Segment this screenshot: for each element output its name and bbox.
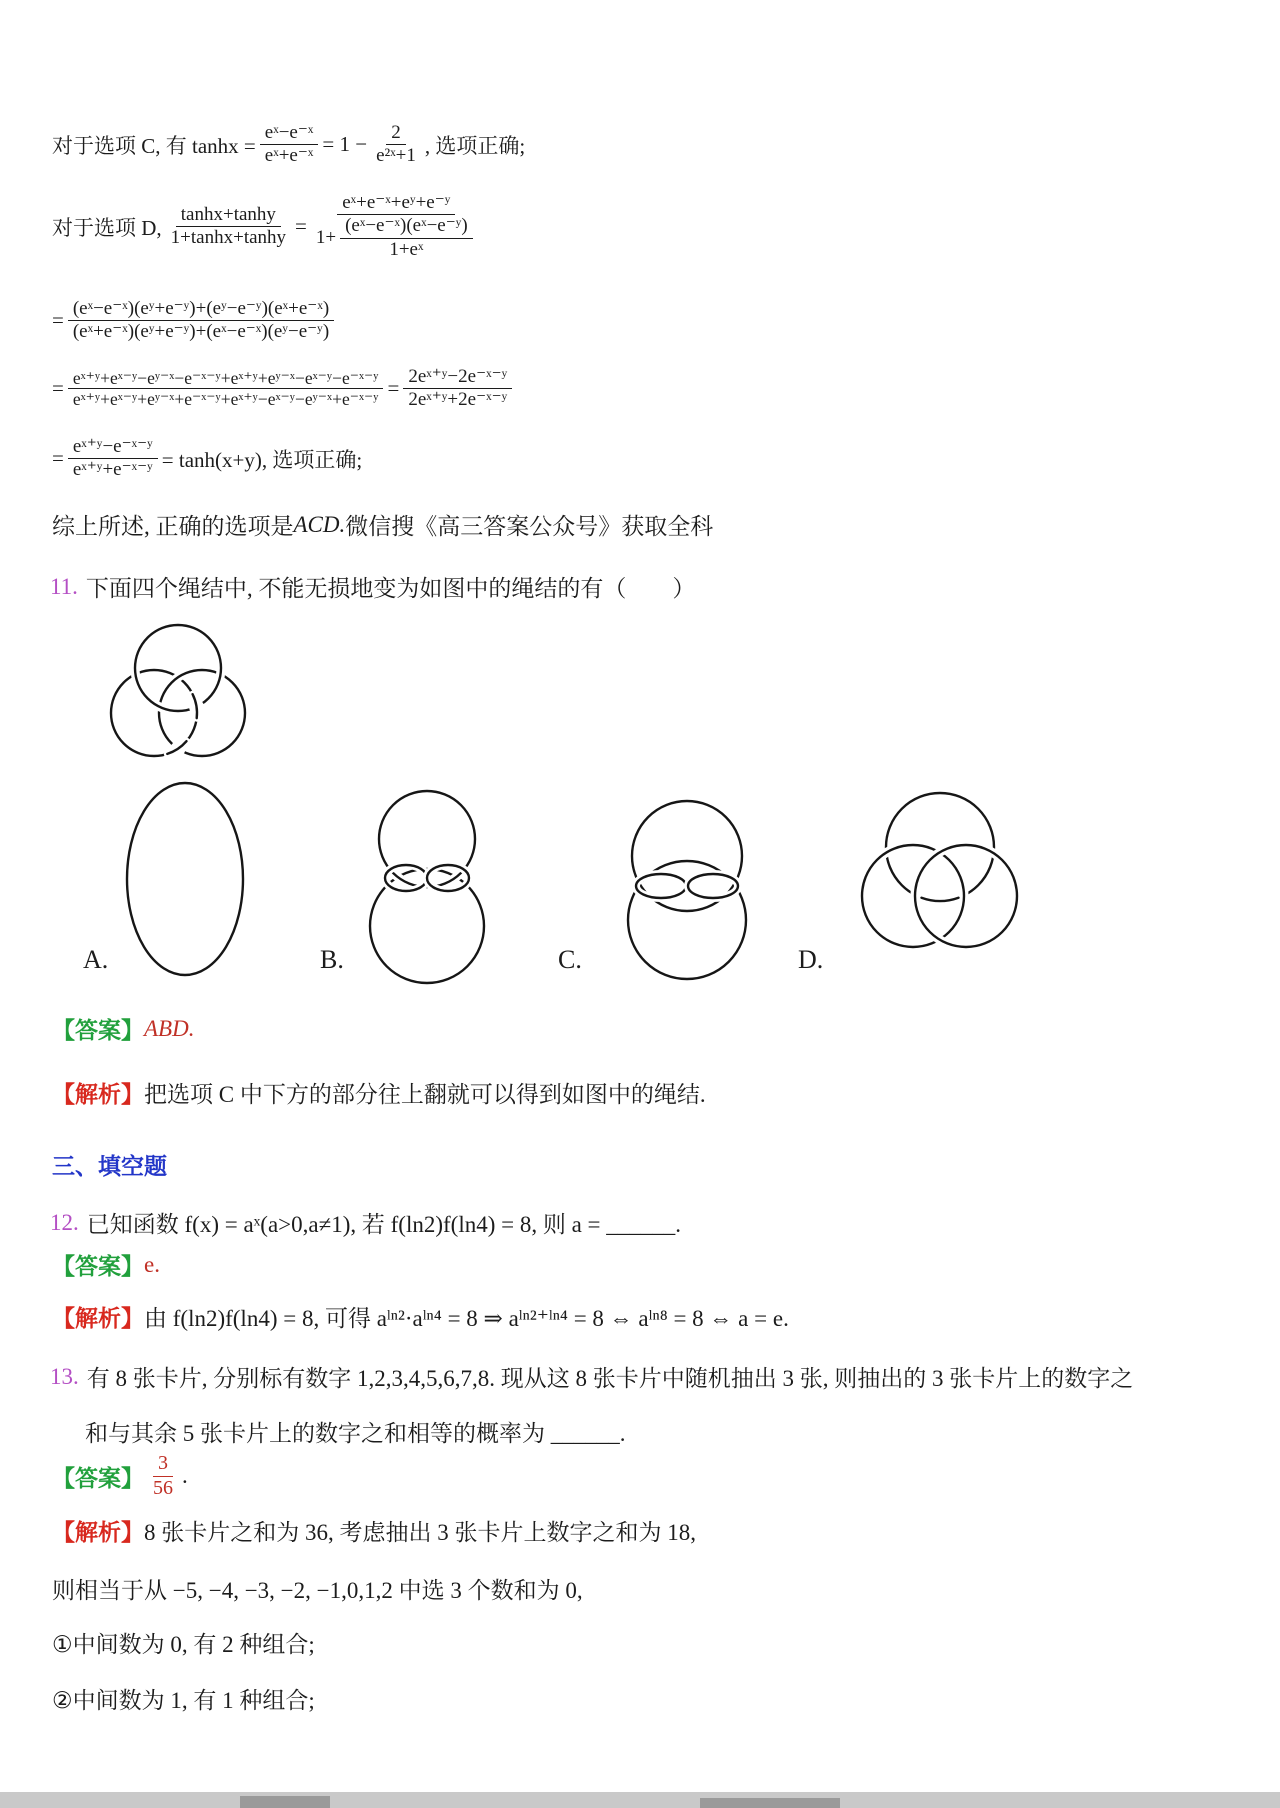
q11-analysis-row: [52, 1076, 706, 1109]
solution-line-3: [52, 298, 338, 344]
solution-line-option-d: [52, 192, 486, 261]
analysis-label: 【解析】: [52, 1306, 144, 1331]
fraction-numerator: tanhx+tanhy: [176, 204, 281, 227]
fraction-denominator: 2eˣ⁺ʸ+2e⁻ˣ⁻ʸ: [408, 389, 508, 411]
q12-analysis-text: 由 f(ln2)f(ln4) = 8, 可得 aˡⁿ²·aˡⁿ⁴ = 8 ⇒ aˡⁿ²⁺ˡⁿ⁴ = 8 ⇔ aˡⁿ⁸ = 8 ⇔ a = e.: [144, 1306, 789, 1331]
q13-answer-fraction: [148, 1452, 178, 1500]
q13-answer-period: .: [182, 1463, 188, 1489]
math-text: 1+: [315, 227, 337, 249]
fraction-denominator: eˣ+e⁻ˣ: [264, 145, 314, 167]
knot-option-b-figure: [352, 788, 502, 988]
fraction-numerator: (eˣ−e⁻ˣ)(eʸ+e⁻ʸ)+(eʸ−e⁻ʸ)(eˣ+e⁻ˣ): [68, 298, 334, 321]
q13-analysis-row2: [52, 1572, 583, 1605]
question-11-text: 下面四个绳结中, 不能无损地变为如图中的绳结的有（ ）: [85, 576, 696, 601]
q13-case-1: [52, 1626, 315, 1659]
answer-label: 【答案】: [52, 1018, 144, 1043]
fraction-numerator: 2eˣ⁺ʸ−2e⁻ˣ⁻ʸ: [403, 366, 512, 389]
question-11-number: 11.: [50, 573, 78, 599]
conclusion-promo: 微信搜《高三答案公众号》获取全科: [345, 514, 714, 539]
question-11: [50, 570, 695, 603]
three-ring-drawing: [852, 790, 1027, 970]
twisted-two-loop-drawing: [352, 788, 502, 988]
math-text: 对于选项 C, 有 tanhx =: [52, 133, 256, 158]
math-text: =: [52, 446, 64, 471]
solution-line-5: [52, 436, 362, 482]
knot-option-a-figure: [122, 780, 252, 980]
conclusion-line: [52, 508, 713, 541]
fraction-denominator: 56: [153, 1476, 173, 1499]
q13-answer-row: [52, 1452, 188, 1500]
q12-analysis-row: [52, 1300, 789, 1333]
fraction-nested-outer: [311, 192, 482, 261]
math-text: =: [52, 308, 64, 333]
question-12-number: 12.: [50, 1209, 79, 1235]
fraction-denominator: eˣ⁺ʸ+e⁻ˣ⁻ʸ: [72, 459, 153, 481]
fraction-denominator: (eˣ+e⁻ˣ)(eʸ+e⁻ʸ)+(eˣ−e⁻ˣ)(eʸ−e⁻ʸ): [72, 321, 330, 343]
fraction-denominator: eˣ⁺ʸ+eˣ⁻ʸ+eʸ⁻ˣ+e⁻ˣ⁻ʸ+eˣ⁺ʸ−eˣ⁻ʸ−eʸ⁻ˣ+e⁻ˣ⁻ʸ: [72, 389, 379, 410]
analysis-label: 【解析】: [52, 1082, 144, 1107]
fraction: [403, 366, 512, 412]
math-text: =: [387, 376, 400, 401]
q11-answer-value: ABD.: [144, 1015, 195, 1041]
clasped-two-loop-drawing: [605, 798, 770, 983]
analysis-label: 【解析】: [52, 1520, 144, 1545]
question-12-text: 已知函数 f(x) = aˣ(a>0,a≠1), 若 f(ln2)f(ln4) = 8, 则 a = ______.: [86, 1212, 682, 1237]
bottom-edge-shadow: [240, 1796, 330, 1808]
unknot-circle-drawing: [122, 780, 252, 980]
fraction-denominator: 1+tanhx+tanhy: [170, 227, 287, 249]
q12-answer-row: [52, 1248, 160, 1281]
solution-line-option-c: [52, 122, 525, 168]
math-text: = tanh(x+y), 选项正确;: [161, 447, 363, 472]
question-13-text-line2: 和与其余 5 张卡片上的数字之和相等的概率为 ______.: [85, 1421, 626, 1446]
fraction: [260, 122, 319, 168]
fraction-numerator: 2: [386, 122, 406, 145]
fraction: [371, 122, 421, 168]
fraction-numerator: (eˣ−e⁻ˣ)(eˣ−e⁻ʸ): [340, 215, 473, 238]
fraction-denominator: [311, 215, 482, 261]
q13-analysis-text1: 8 张卡片之和为 36, 考虑抽出 3 张卡片上数字之和为 18,: [144, 1520, 696, 1545]
q13-analysis-row1: [52, 1514, 696, 1547]
q13-case-1-text: ①中间数为 0, 有 2 种组合;: [52, 1632, 315, 1657]
fraction-numerator: eˣ−e⁻ˣ: [260, 122, 319, 145]
question-13-number: 13.: [50, 1363, 79, 1389]
bottom-edge-shadow: [700, 1798, 840, 1808]
q13-case-2-text: ②中间数为 1, 有 1 种组合;: [52, 1688, 315, 1713]
option-d-label: D.: [798, 945, 824, 974]
fraction: [68, 298, 334, 344]
section-heading-fill-in-blank: [52, 1148, 167, 1181]
math-text: =: [295, 214, 307, 239]
q12-answer-value: e.: [144, 1251, 160, 1277]
answer-label: 【答案】: [52, 1254, 144, 1279]
fraction-nested-inner: [340, 215, 473, 261]
fraction-numerator: 3: [153, 1452, 173, 1477]
fraction-denominator: 1+eˣ: [389, 238, 424, 260]
page-bottom-edge: [0, 1792, 1280, 1808]
conclusion-answer: ACD.: [293, 511, 346, 537]
trefoil-knot-drawing: [95, 612, 260, 787]
math-text: , 选项正确;: [424, 133, 526, 158]
option-c-label: C.: [558, 945, 582, 974]
q11-answer-row: [52, 1012, 194, 1045]
question-12: [50, 1206, 681, 1239]
option-b-label: B.: [320, 945, 344, 974]
q11-analysis-text: 把选项 C 中下方的部分往上翻就可以得到如图中的绳结.: [144, 1082, 706, 1107]
fraction-numerator: eˣ⁺ʸ+eˣ⁻ʸ−eʸ⁻ˣ−e⁻ˣ⁻ʸ+eˣ⁺ʸ+eʸ⁻ˣ−eˣ⁻ʸ−e⁻ˣ⁻ʸ: [68, 368, 384, 390]
fraction-numerator: eˣ+e⁻ˣ+eʸ+e⁻ʸ: [337, 192, 455, 215]
fraction-numerator: eˣ⁺ʸ−e⁻ˣ⁻ʸ: [68, 436, 158, 459]
conclusion-text: 综上所述, 正确的选项是: [52, 514, 294, 539]
question-13-text-line1: 有 8 张卡片, 分别标有数字 1,2,3,4,5,6,7,8. 现从这 8 张卡片中随机抽出 3 张, 则抽出的 3 张卡片上的数字之: [86, 1366, 1134, 1391]
math-text: =: [52, 376, 64, 401]
trefoil-knot-figure: [95, 612, 260, 787]
fraction: [166, 204, 291, 250]
option-a-label: A.: [83, 945, 109, 974]
fraction-denominator: e²ˣ+1: [376, 145, 416, 167]
question-13-line2: [85, 1415, 626, 1448]
math-text: = 1 −: [322, 132, 368, 157]
q13-analysis-text2: 则相当于从 −5, −4, −3, −2, −1,0,1,2 中选 3 个数和为 0,: [52, 1578, 583, 1603]
fraction: [68, 368, 384, 410]
knot-option-c-figure: [605, 798, 770, 983]
q13-case-2: [52, 1682, 315, 1715]
answer-label: 【答案】: [52, 1465, 144, 1491]
fraction: [68, 436, 158, 482]
knot-option-d-figure: [852, 790, 1027, 970]
solution-line-4: [52, 366, 516, 412]
math-text: 对于选项 D,: [52, 215, 162, 240]
question-13: [50, 1360, 1133, 1393]
section-title: 三、填空题: [52, 1154, 167, 1179]
